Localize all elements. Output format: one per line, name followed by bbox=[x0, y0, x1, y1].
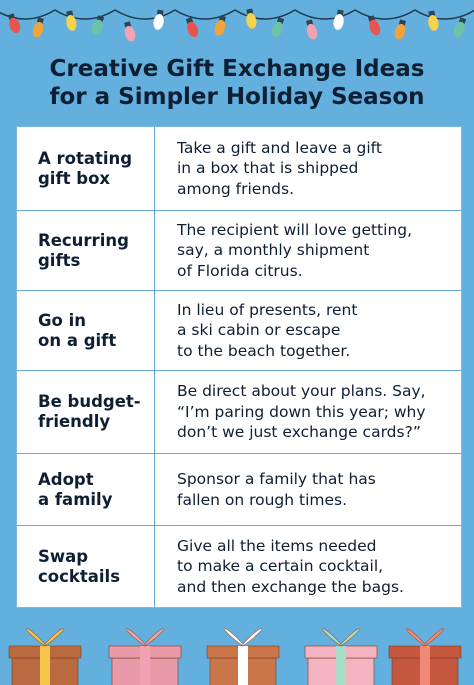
row-description: In lieu of presents, rent a ski cabin or escape to the beach together. bbox=[177, 300, 358, 360]
string-lights-icon bbox=[0, 0, 474, 48]
row-label: Be budget- friendly bbox=[38, 392, 141, 431]
row-label-cell bbox=[17, 371, 155, 453]
light-bulb-icon bbox=[6, 13, 22, 35]
gift-box-icon bbox=[9, 628, 81, 685]
light-bulb-icon bbox=[64, 10, 77, 31]
row-label: A rotating gift box bbox=[38, 148, 133, 188]
table-row bbox=[17, 127, 461, 211]
light-bulb-icon bbox=[452, 17, 468, 39]
gift-box-icon bbox=[109, 628, 181, 685]
table-row bbox=[17, 211, 461, 291]
row-description: Take a gift and leave a gift in a box that is shipped among friends. bbox=[177, 138, 382, 198]
row-label: Swap cocktails bbox=[38, 546, 121, 586]
row-description: Give all the items needed to make a certain cocktail, and then exchange the bags. bbox=[177, 536, 404, 596]
light-bulb-icon bbox=[270, 17, 286, 39]
table-row bbox=[17, 371, 461, 454]
row-description: Sponsor a family that has fallen on rough times. bbox=[177, 470, 376, 509]
light-bulb-icon bbox=[332, 9, 345, 30]
row-label-cell bbox=[17, 454, 155, 525]
title-line-1: Creative Gift Exchange Ideas bbox=[49, 56, 425, 82]
light-bulb-icon bbox=[122, 21, 137, 43]
ideas-table bbox=[16, 126, 462, 608]
row-description-cell bbox=[155, 127, 461, 210]
table-row bbox=[17, 454, 461, 526]
row-label-cell bbox=[17, 291, 155, 370]
light-bulb-icon bbox=[393, 19, 408, 41]
gift-box-icon bbox=[389, 628, 461, 685]
light-bulb-icon bbox=[366, 15, 382, 37]
row-description: The recipient will love getting, say, a monthly shipment of Florida citrus. bbox=[177, 220, 413, 280]
row-label: Recurring gifts bbox=[38, 230, 129, 270]
gift-boxes-icon bbox=[0, 622, 474, 685]
row-label-cell bbox=[17, 211, 155, 290]
row-label-cell bbox=[17, 526, 155, 607]
light-bulb-icon bbox=[304, 19, 319, 41]
row-description-cell bbox=[155, 211, 461, 290]
row-description-cell bbox=[155, 526, 461, 607]
row-description: Be direct about your plans. Say, “I’m paring down this year; why don’t we just exchange cards?” bbox=[177, 382, 426, 442]
page-title bbox=[0, 55, 474, 111]
row-description-cell bbox=[155, 371, 461, 453]
gift-box-icon bbox=[305, 628, 377, 685]
row-description-cell bbox=[155, 291, 461, 370]
light-bulb-icon bbox=[244, 8, 257, 29]
light-bulb-icon bbox=[152, 9, 165, 30]
gift-box-icon bbox=[207, 628, 279, 685]
row-label: Adopt a family bbox=[38, 469, 113, 509]
light-bulb-icon bbox=[184, 17, 200, 39]
row-description-cell bbox=[155, 454, 461, 525]
light-bulb-icon bbox=[31, 17, 46, 39]
title-line-2: for a Simpler Holiday Season bbox=[49, 84, 425, 110]
row-label: Go in on a gift bbox=[38, 310, 117, 350]
row-label-cell bbox=[17, 127, 155, 210]
light-bulb-icon bbox=[426, 10, 439, 31]
table-row bbox=[17, 526, 461, 607]
table-row bbox=[17, 291, 461, 371]
